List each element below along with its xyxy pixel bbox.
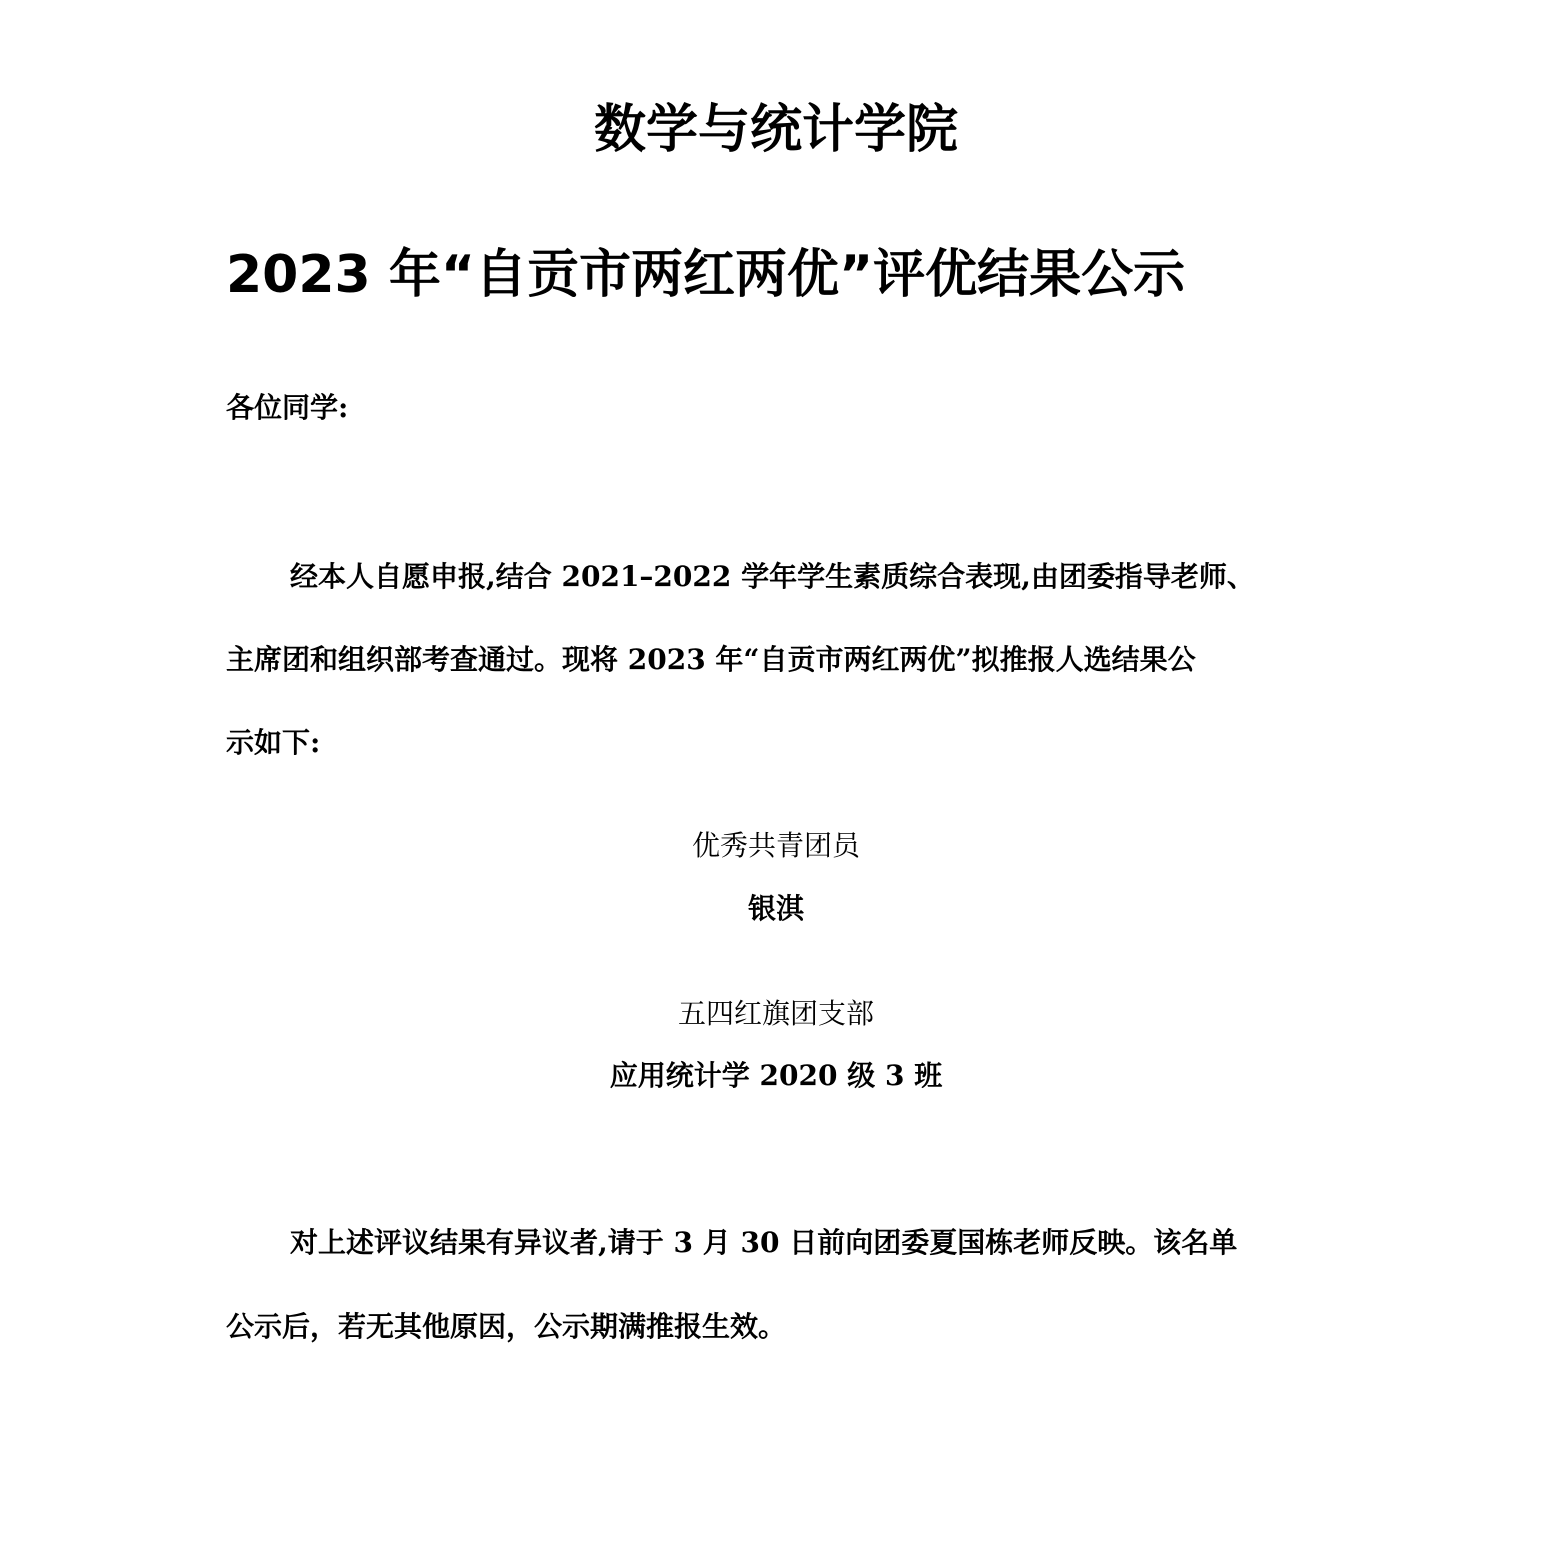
school-title: 数学与统计学院 (593, 100, 958, 160)
announcement-title: 2023 年“自贡市两红两优”评优结果公示 (226, 245, 1186, 305)
greeting: 各位同学: (226, 391, 349, 424)
branch-title: 五四红旗团支部 (677, 997, 874, 1030)
closing-paragraph-line: 对上述评议结果有异议者,请于 3 月 30 日前向团委夏国栋老师反映。该名单 (290, 1226, 1238, 1259)
closing-paragraph-line: 公示后，若无其他原因，公示期满推报生效。 (226, 1310, 787, 1343)
intro-paragraph-line: 经本人自愿申报,结合 2021–2022 学年学生素质综合表现,由团委指导老师、 (290, 560, 1255, 593)
intro-paragraph-line: 主席团和组织部考查通过。现将 2023 年“自贡市两红两优”拟推报人选结果公 (226, 643, 1196, 676)
award-category: 优秀共青团员 (691, 829, 860, 862)
branch-class: 应用统计学 2020 级 3 班 (609, 1059, 943, 1092)
intro-paragraph-line: 示如下: (226, 726, 321, 759)
awardee-name: 银淇 (747, 892, 804, 925)
